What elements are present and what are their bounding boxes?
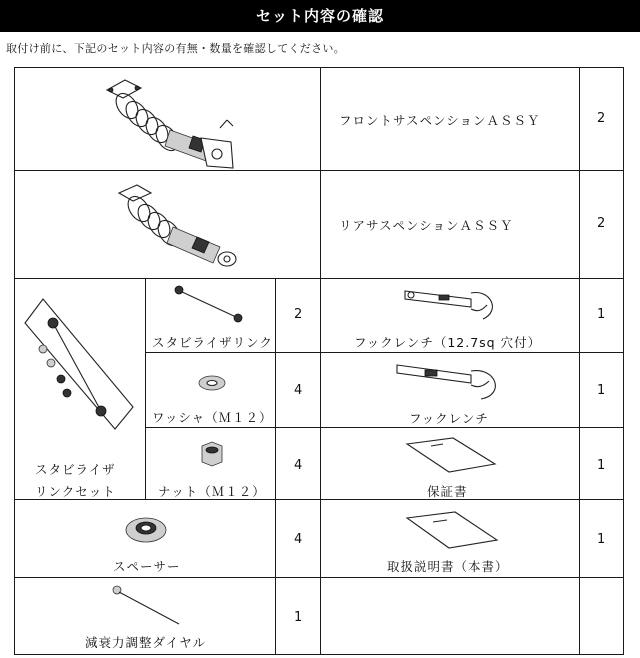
spacer-cell [14,499,276,578]
warranty-label: 保証書 [427,484,468,499]
nut-cell [145,427,276,500]
hook-wrench-hole-label: フックレンチ（12.7sq 穴付） [354,335,542,350]
stabilizer-link-qty-cell [275,278,321,353]
washer-qty-cell [275,352,321,428]
warranty-qty: 1 [597,458,606,473]
hook-wrench-hole-qty-cell [579,278,624,353]
rear-suspension-label: リアサスペンションＡＳＳＹ [339,218,514,233]
stabilizer-link-set-label-line2: リンクセット [35,484,116,499]
stabilizer-link-illustration [146,279,277,329]
hook-wrench-qty-cell [579,352,624,428]
page-header: セット内容の確認 [0,0,640,32]
hook-wrench-illustration [321,353,581,408]
manual-label: 取扱説明書（本書） [387,559,509,574]
spacer-qty: 4 [294,532,303,547]
manual-qty-cell [579,499,624,578]
warranty-qty-cell [579,427,624,500]
damping-dial-qty: 1 [294,610,303,625]
washer-cell [145,352,276,428]
nut-illustration [146,428,277,478]
rear-suspension-name-cell [320,170,580,279]
front-suspension-label: フロントサスペンションＡＳＳＹ [339,113,541,128]
damping-dial-illustration [15,578,277,630]
nut-qty: 4 [294,458,303,473]
rear-suspension-qty: 2 [597,216,606,231]
stabilizer-link-set-cell [14,278,146,500]
washer-illustration [146,353,277,403]
rear-suspension-illustration [15,171,322,280]
spacer-label: スペーサー [113,559,181,574]
hook-wrench-qty: 1 [597,383,606,398]
empty-cell [320,577,580,655]
manual-cell [320,499,580,578]
warranty-document-illustration [321,428,581,478]
nut-label: ナット（Ｍ１２） [158,484,266,499]
hook-wrench-hole-qty: 1 [597,307,606,322]
warranty-cell [320,427,580,500]
front-suspension-illustration [15,68,322,172]
hook-wrench-cell [320,352,580,428]
stabilizer-link-cell [145,278,276,353]
manual-document-illustration [321,500,581,555]
nut-qty-cell [275,427,321,500]
empty-qty-cell [579,577,624,655]
washer-label: ワッシャ（Ｍ１２） [152,410,273,425]
spacer-qty-cell [275,499,321,578]
hook-wrench-label: フックレンチ [409,411,489,426]
front-suspension-qty: 2 [597,111,606,126]
front-suspension-qty-cell [579,67,624,171]
damping-dial-qty-cell [275,577,321,655]
rear-suspension-image-cell [14,170,321,279]
stabilizer-link-set-label-line1: スタビライザ [35,462,116,477]
manual-qty: 1 [597,532,606,547]
hook-wrench-hole-illustration [321,279,581,334]
stabilizer-link-qty: 2 [294,307,303,322]
rear-suspension-qty-cell [579,170,624,279]
stabilizer-link-label: スタビライザリンク [152,335,273,350]
hook-wrench-hole-cell [320,278,580,353]
washer-qty: 4 [294,383,303,398]
stabilizer-link-set-illustration [15,279,147,429]
front-suspension-name-cell [320,67,580,171]
damping-dial-label: 減衰力調整ダイヤル [85,635,207,650]
damping-dial-cell [14,577,276,655]
intro-text: 取付け前に、下記のセット内容の有無・数量を確認してください。 [6,42,345,55]
front-suspension-image-cell [14,67,321,171]
spacer-illustration [15,500,277,552]
